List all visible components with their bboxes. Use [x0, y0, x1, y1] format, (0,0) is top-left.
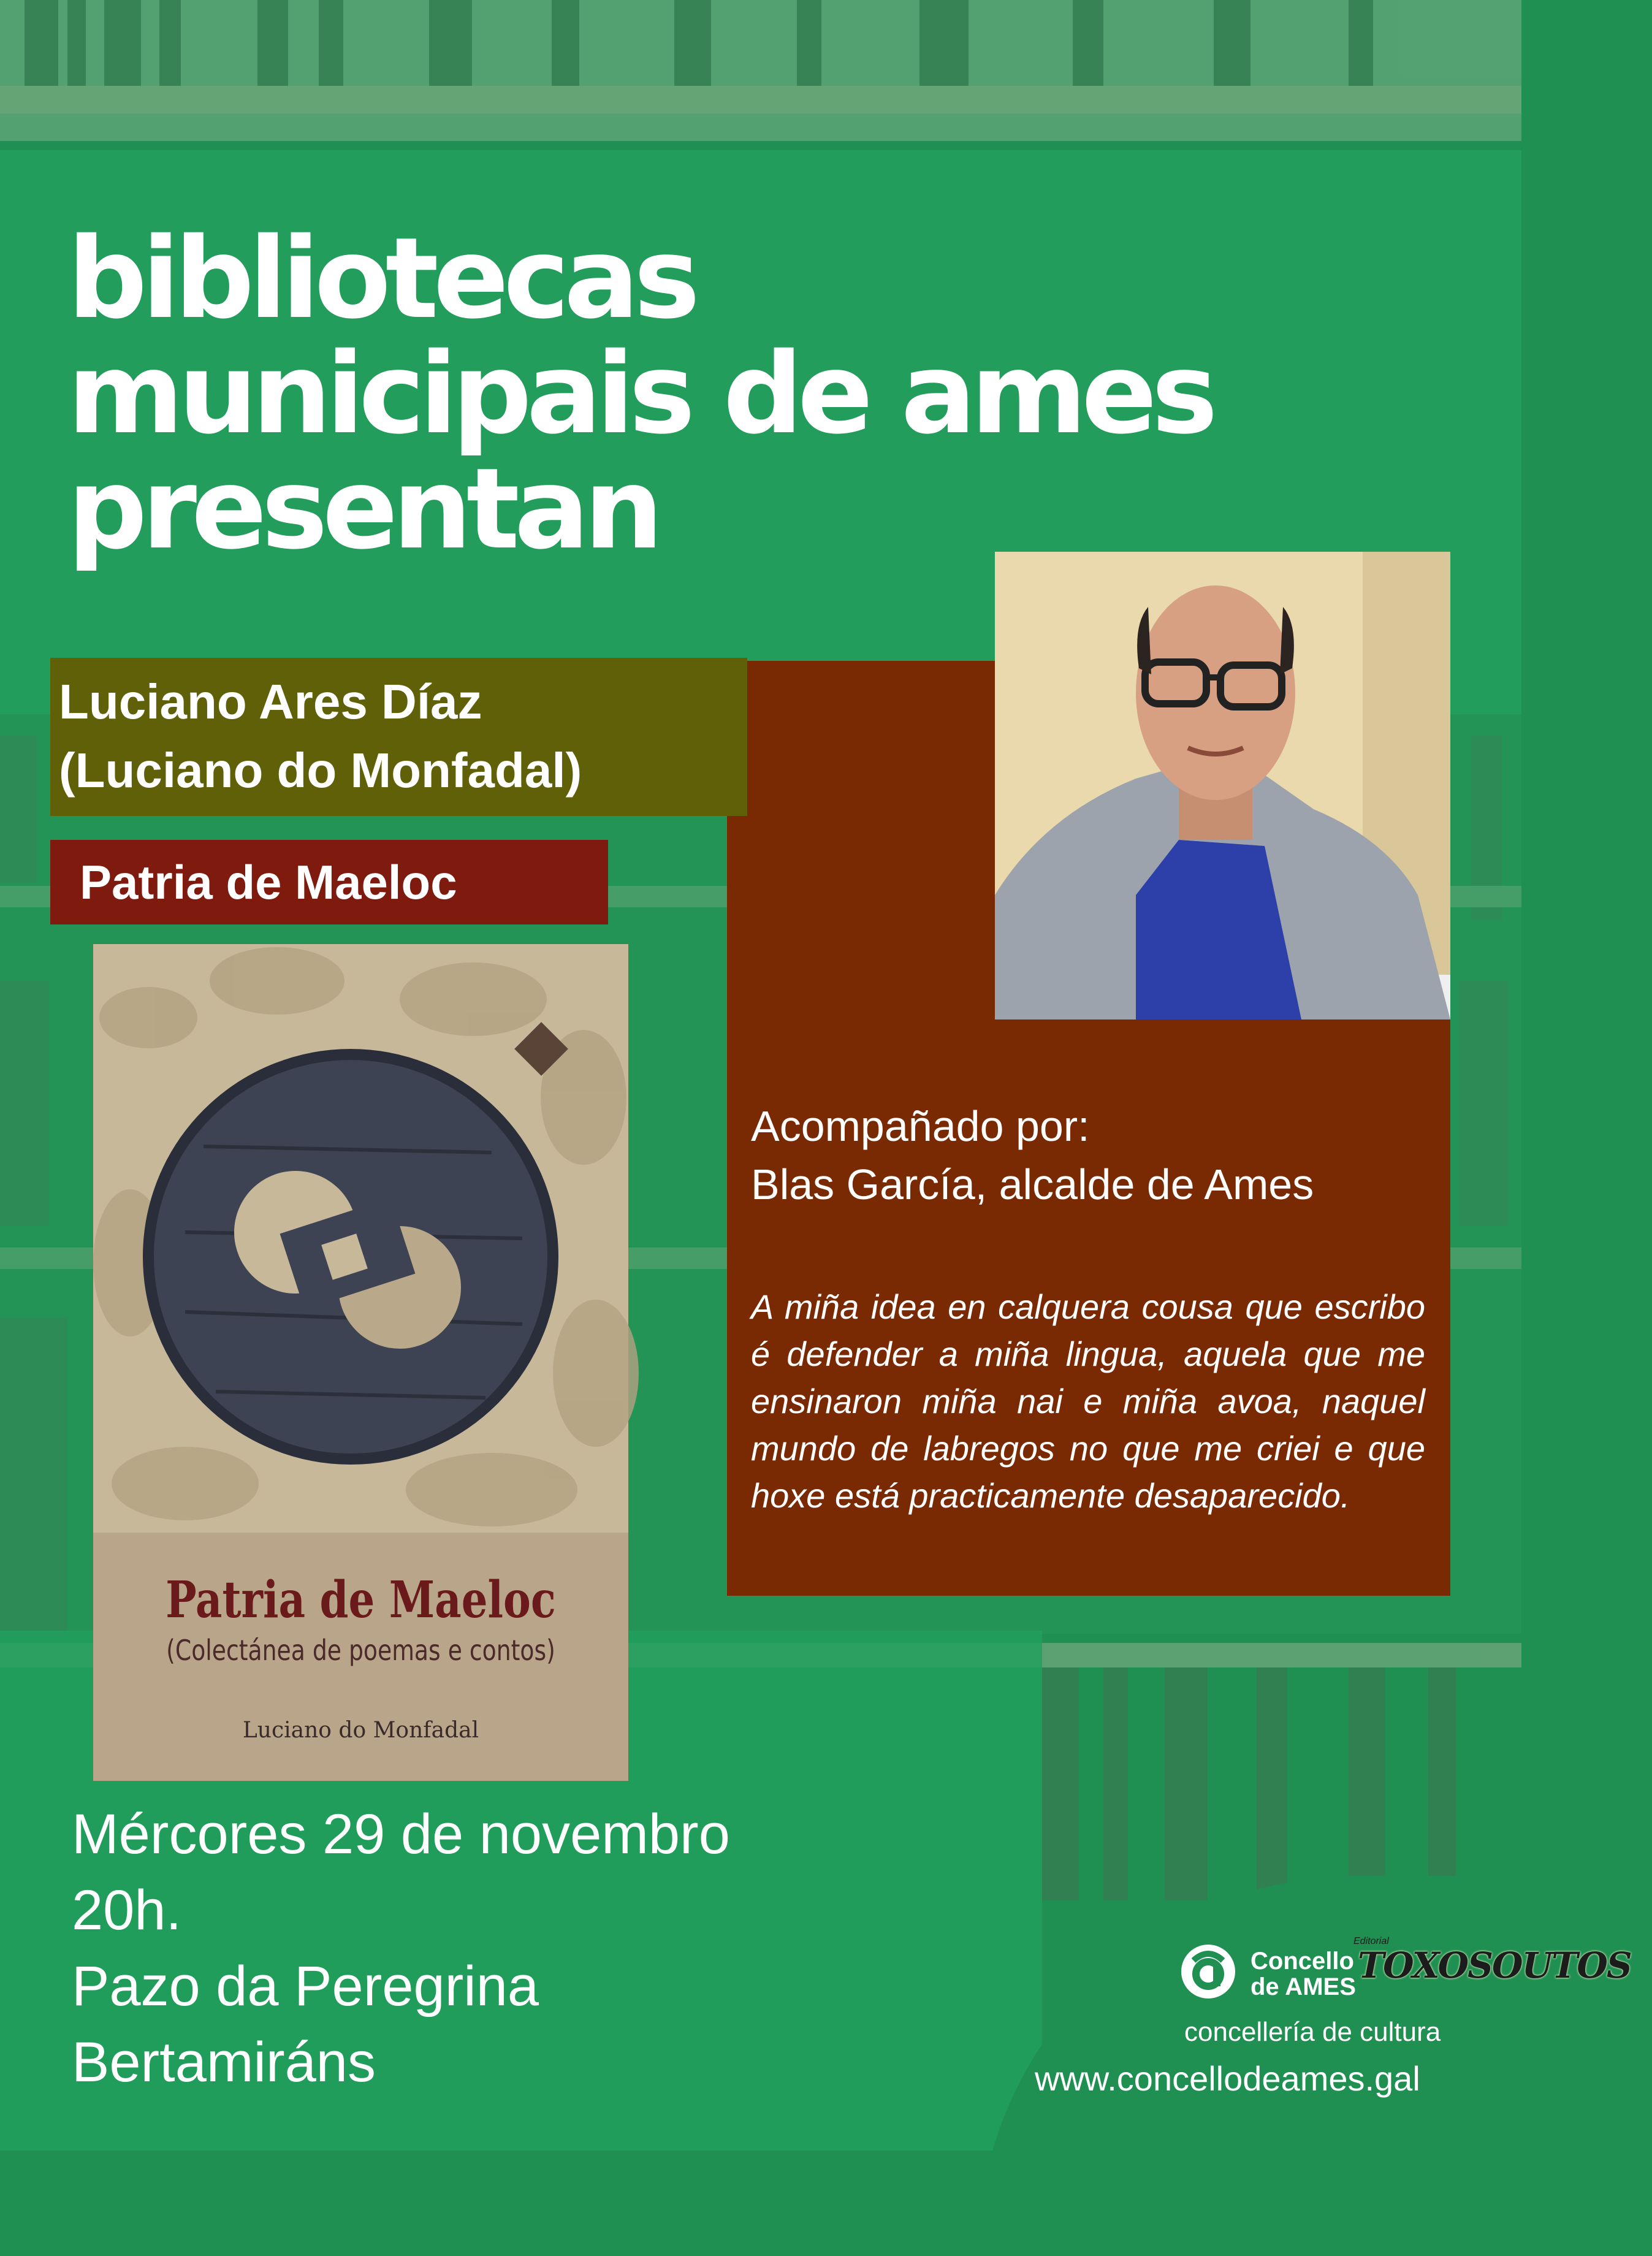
- author-alias: (Luciano do Monfadal): [59, 743, 582, 798]
- concello-logo-icon: [1180, 1943, 1236, 2000]
- event-town: Bertamiráns: [72, 2031, 376, 2094]
- logo-line-2: de AMES: [1250, 1973, 1356, 2000]
- concello-logo-text: [1250, 1948, 1356, 2000]
- title-line-2: municipais de ames: [67, 329, 1212, 459]
- event-date: Mércores 29 de novembro: [72, 1803, 730, 1865]
- event-venue: Pazo da Peregrina: [72, 1955, 539, 2018]
- author-quote: A miña idea en calquera cousa que escribo é defender a miña lingua, aquela que me ensinaron miña nai e miña avoa, naquel mundo de labregos no que me criei e que hoxe está practicamente desaparecido.: [751, 1287, 1425, 1515]
- title-line-1: bibliotecas: [67, 213, 695, 343]
- portrait-illustration: [995, 552, 1450, 1019]
- cover-author: Luciano do Monfadal: [242, 1718, 479, 1743]
- website-link[interactable]: www.concellodeames.gal: [1035, 2059, 1420, 2098]
- page-title: [67, 213, 1212, 574]
- book-cover: [93, 944, 628, 1781]
- book-title-label: Patria de Maeloc: [50, 840, 608, 924]
- logo-line-1: Concello: [1250, 1948, 1354, 1975]
- author-box: [50, 658, 747, 816]
- author-name: Luciano Ares Díaz: [59, 674, 482, 729]
- department-name: concellería de cultura: [1184, 2017, 1441, 2047]
- cover-subtitle: (Colectánea de poemas e contos): [166, 1634, 555, 1667]
- event-details: [72, 1796, 730, 2100]
- accompanied-by: [751, 1097, 1314, 1214]
- author-photo: [995, 552, 1450, 1019]
- title-line-3: presentan: [67, 444, 658, 574]
- accompanied-heading: Acompañado por:: [751, 1102, 1090, 1150]
- event-time: 20h.: [72, 1879, 182, 1942]
- millstone-illustration: [93, 944, 628, 1533]
- cover-title: Patria de Maeloc: [166, 1571, 556, 1629]
- publisher-logo: TOXOSOUTOS: [1358, 1945, 1631, 1986]
- accompanied-person: Blas García, alcalde de Ames: [751, 1160, 1314, 1208]
- publisher-tag: Editorial: [1353, 1936, 1389, 1946]
